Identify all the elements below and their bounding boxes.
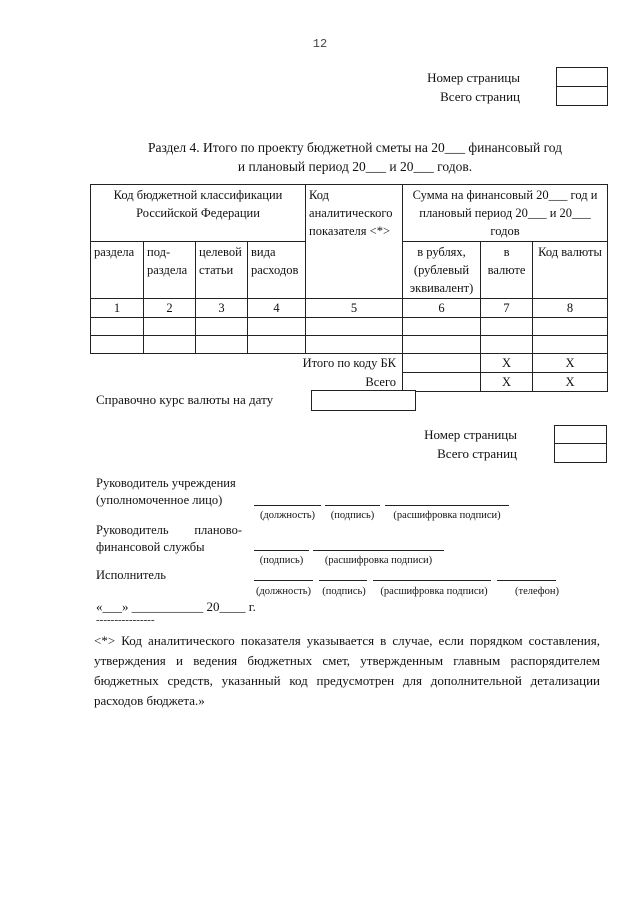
header-analytic-code: Код аналитического показателя <*> [306, 185, 403, 299]
total-by-bk-currency-x: X [481, 354, 533, 373]
table-cell[interactable] [533, 336, 608, 354]
header-budget-classification: Код бюджетной классификации Российской Федерации [91, 185, 306, 242]
header-celevoy: целевой статьи [196, 242, 248, 299]
executor-signature-line[interactable] [319, 580, 367, 581]
finance-decoding-line[interactable] [313, 550, 444, 551]
table-row [91, 336, 608, 354]
date-line: «___» ___________ 20____ г. [96, 599, 256, 614]
finance-signature-caption: (подпись) [259, 555, 304, 566]
executor-signature-caption: (подпись) [322, 586, 366, 597]
finance-head-label-line1: Руководитель планово- [96, 523, 242, 537]
finance-decoding-caption: (расшифровка подписи) [324, 555, 433, 566]
finance-head-label-line2: финансовой службы [96, 540, 205, 554]
head-decoding-line[interactable] [385, 505, 509, 506]
table-cell[interactable] [403, 336, 481, 354]
head-decoding-caption: (расшифровка подписи) [393, 510, 501, 521]
table-cell[interactable] [481, 318, 533, 336]
table-cell[interactable] [196, 318, 248, 336]
col-number: 4 [248, 299, 306, 318]
head-label [96, 475, 236, 509]
section-title-line1: Раздел 4. Итого по проекту бюджетной сметы на 20___ финансовый год [147, 140, 563, 155]
col-number: 6 [403, 299, 481, 318]
executor-label: Исполнитель [96, 568, 166, 582]
col-number: 7 [481, 299, 533, 318]
grand-total-code-x: X [533, 373, 608, 392]
table-cell[interactable] [144, 318, 196, 336]
head-signature-line[interactable] [325, 505, 380, 506]
executor-decoding-line[interactable] [373, 580, 491, 581]
table-cell[interactable] [144, 336, 196, 354]
grand-total-label: Всего [365, 375, 397, 389]
page-number-label: Номер страницы [427, 70, 520, 85]
executor-phone-caption: (телефон) [515, 586, 559, 597]
table-cell[interactable] [481, 336, 533, 354]
total-pages-label: Всего страниц [437, 446, 517, 461]
header-vida: вида расходов [248, 242, 306, 299]
grand-total-currency-x: X [481, 373, 533, 392]
table-cell[interactable] [91, 318, 144, 336]
page-number-label: Номер страницы [424, 427, 517, 442]
header-currency: в валюте [481, 242, 533, 299]
budget-summary-table [90, 184, 608, 392]
header-currency-code: Код валюты [533, 242, 608, 299]
table-cell[interactable] [306, 336, 403, 354]
header-rubles: в рублях, (рублевый эквивалент) [403, 242, 481, 299]
header-podrazdel: под-раздела [144, 242, 196, 299]
head-position-caption: (должность) [259, 510, 316, 521]
head-label-line2: (уполномоченное лицо) [96, 493, 223, 507]
col-number: 2 [144, 299, 196, 318]
footnote-separator: ---------------- [96, 614, 155, 626]
col-number: 3 [196, 299, 248, 318]
header-sum: Сумма на финансовый 20___ год и плановый период 20___ и 20___ годов [403, 185, 608, 242]
table-cell[interactable] [248, 318, 306, 336]
head-position-line[interactable] [254, 505, 321, 506]
page-number: 12 [312, 37, 328, 51]
section-title [90, 138, 620, 176]
head-signature-caption: (подпись) [330, 510, 375, 521]
finance-signature-line[interactable] [254, 550, 309, 551]
table-cell[interactable] [403, 318, 481, 336]
table-cell[interactable] [196, 336, 248, 354]
exchange-rate-label: Справочно курс валюты на дату [96, 392, 274, 407]
total-by-bk-label: Итого по коду БК [302, 356, 397, 371]
col-number: 1 [91, 299, 144, 318]
executor-position-line[interactable] [254, 580, 313, 581]
executor-phone-line[interactable] [497, 580, 556, 581]
total-pages-field[interactable] [554, 443, 607, 463]
footnote-text: <*> Код аналитического показателя указывается в случае, если порядком составления, утверждения и ведения бюджетных смет, утвержденным главным распорядителем бюджетных средств, указанный код предусмотрен для дополнительной детализации расходов бюджета.» [94, 633, 600, 708]
table-cell[interactable] [248, 336, 306, 354]
page-number-field[interactable] [556, 67, 608, 87]
table-row [91, 318, 608, 336]
section-title-line2: и плановый период 20___ и 20___ годов. [237, 159, 473, 174]
grand-total-row [91, 373, 608, 392]
col-number: 8 [533, 299, 608, 318]
total-pages-field[interactable] [556, 86, 608, 106]
grand-total-rubles[interactable] [403, 373, 481, 392]
header-razdel: раздела [91, 242, 144, 299]
total-by-bk-code-x: X [533, 354, 608, 373]
finance-head-label [96, 522, 242, 556]
page-number-field[interactable] [554, 425, 607, 445]
executor-decoding-caption: (расшифровка подписи) [380, 586, 488, 597]
table-cell[interactable] [91, 336, 144, 354]
table-cell[interactable] [306, 318, 403, 336]
table-cell[interactable] [533, 318, 608, 336]
exchange-rate-date-field[interactable] [311, 390, 416, 411]
head-label-line1: Руководитель учреждения [96, 476, 236, 490]
executor-position-caption: (должность) [255, 586, 312, 597]
col-number: 5 [306, 299, 403, 318]
total-pages-label: Всего страниц [440, 89, 520, 104]
total-by-bk-rubles[interactable] [403, 354, 481, 373]
total-by-bk-row [91, 354, 608, 373]
